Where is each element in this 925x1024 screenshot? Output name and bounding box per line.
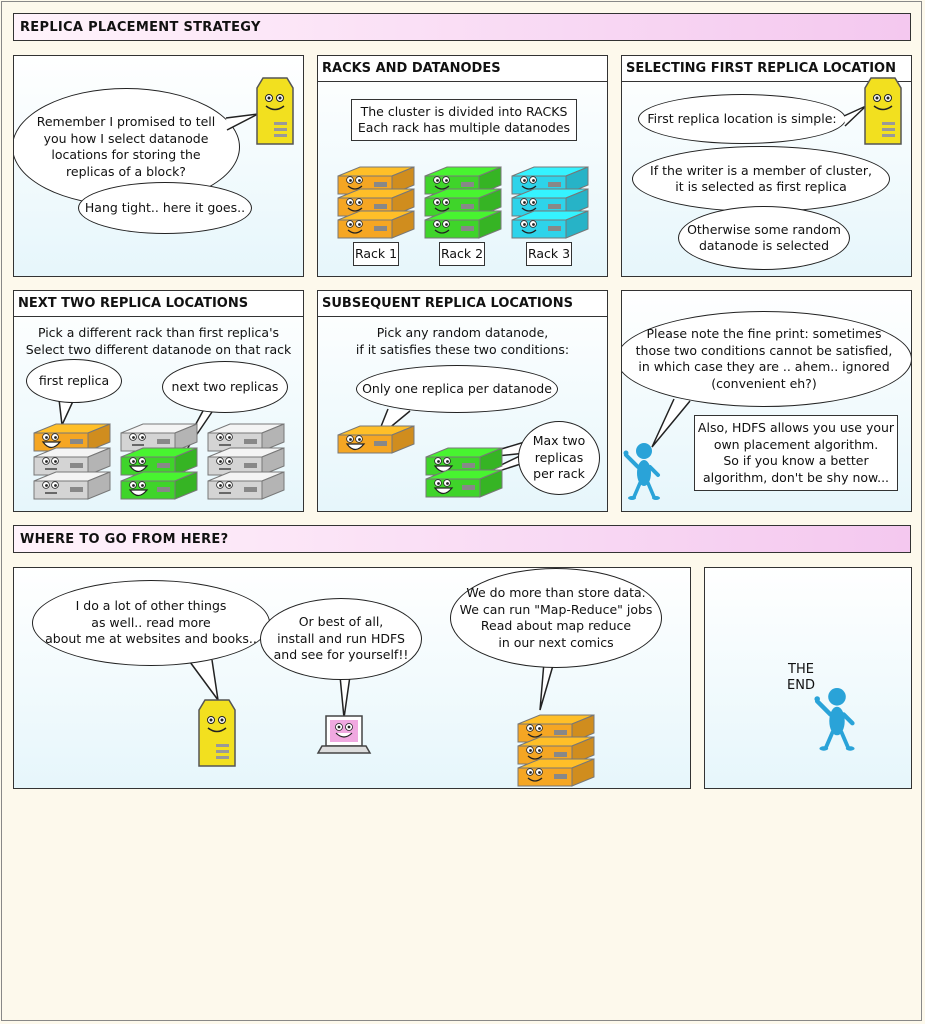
- panel-intro: [13, 55, 304, 277]
- datanode-icon: [338, 426, 414, 453]
- bubble-fine-print: Please note the fine print: sometimes those two conditions cannot be satisfied, in which case they are .. ahem.. ignored (convenient eh?): [621, 311, 912, 407]
- bubble-writer-member: If the writer is a member of cluster, it is selected as first replica: [632, 146, 890, 212]
- namenode-icon: [622, 56, 912, 277]
- panel-title: NEXT TWO REPLICA LOCATIONS: [14, 291, 303, 317]
- bubble-one-per-datanode: Only one replica per datanode: [356, 365, 558, 413]
- panel-subsequent: [317, 290, 608, 512]
- datanode-icon: [121, 472, 197, 499]
- datanode-icon: [518, 759, 594, 786]
- datanode-icon: [34, 424, 110, 451]
- panel-first-replica: [621, 55, 912, 277]
- datanode-icon: [121, 448, 197, 475]
- stick-figure-illustration: [705, 568, 912, 789]
- rule-two-datanodes: Select two different datanode on that rack: [25, 342, 292, 357]
- datanode-icon: [338, 211, 414, 238]
- datanode-icon: [34, 448, 110, 475]
- bubble-max-two-per-rack: Max two replicas per rack: [518, 421, 600, 495]
- rule-two-conditions: if it satisfies these two conditions:: [355, 342, 570, 357]
- banner-where-to-go: WHERE TO GO FROM HERE?: [13, 525, 911, 553]
- caption-cluster: The cluster is divided into RACKS Each rack has multiple datanodes: [351, 99, 577, 141]
- bubble-map-reduce: We do more than store data. We can run "Map-Reduce" jobs Read about map reduce in our next comics: [450, 568, 662, 668]
- box-custom-placement: Also, HDFS allows you use your own placement algorithm. So if you know a better algorithm, don't be shy now...: [694, 415, 898, 491]
- rack-label-1: Rack 1: [353, 242, 399, 266]
- datanode-icon: [425, 211, 501, 238]
- rule-random-datanode: Pick any random datanode,: [376, 325, 549, 340]
- bubble-first-simple: First replica location is simple:: [638, 94, 846, 144]
- panel-where-next: [13, 567, 691, 789]
- datanode-icon: [426, 470, 502, 497]
- datanode-icon: [208, 472, 284, 499]
- panel-title: RACKS AND DATANODES: [318, 56, 607, 82]
- bubble-install-hdfs: Or best of all, install and run HDFS and see for yourself!!: [260, 598, 422, 680]
- namenode-icon: [14, 56, 304, 277]
- datanode-icon: [121, 424, 197, 451]
- rack-label-2: Rack 2: [439, 242, 485, 266]
- banner-replica-placement: REPLICA PLACEMENT STRATEGY: [13, 13, 911, 41]
- rack-label-3: Rack 3: [526, 242, 572, 266]
- namenode-icon: [199, 700, 235, 766]
- bubble-next-two-replicas: next two replicas: [162, 361, 288, 413]
- panel-next-two: [13, 290, 304, 512]
- stick-figure-icon: [624, 443, 661, 500]
- bubble-random-datanode: Otherwise some random datanode is selected: [678, 206, 850, 270]
- datanode-icon: [512, 211, 588, 238]
- panel-racks-datanodes: [317, 55, 608, 277]
- bubble-first-replica: first replica: [26, 359, 122, 403]
- panel-title: SUBSEQUENT REPLICA LOCATIONS: [318, 291, 607, 317]
- datanode-icon: [208, 448, 284, 475]
- bubble-other-things: I do a lot of other things as well.. read more about me at websites and books..: [32, 580, 270, 666]
- laptop-client-icon: [318, 716, 370, 753]
- panel-fine-print: [621, 290, 912, 512]
- bubble-question: Remember I promised to tell you how I select datanode locations for storing the replicas of a block?: [13, 88, 240, 206]
- the-end-text: THE END: [787, 662, 815, 693]
- rule-different-rack: Pick a different rack than first replica's: [37, 325, 280, 340]
- panel-the-end: [704, 567, 912, 789]
- panel-title: SELECTING FIRST REPLICA LOCATION: [622, 56, 911, 82]
- stick-figure-icon: [814, 688, 854, 751]
- datanode-icon: [208, 424, 284, 451]
- bubble-answer: Hang tight.. here it goes..: [78, 182, 252, 234]
- datanode-icon: [34, 472, 110, 499]
